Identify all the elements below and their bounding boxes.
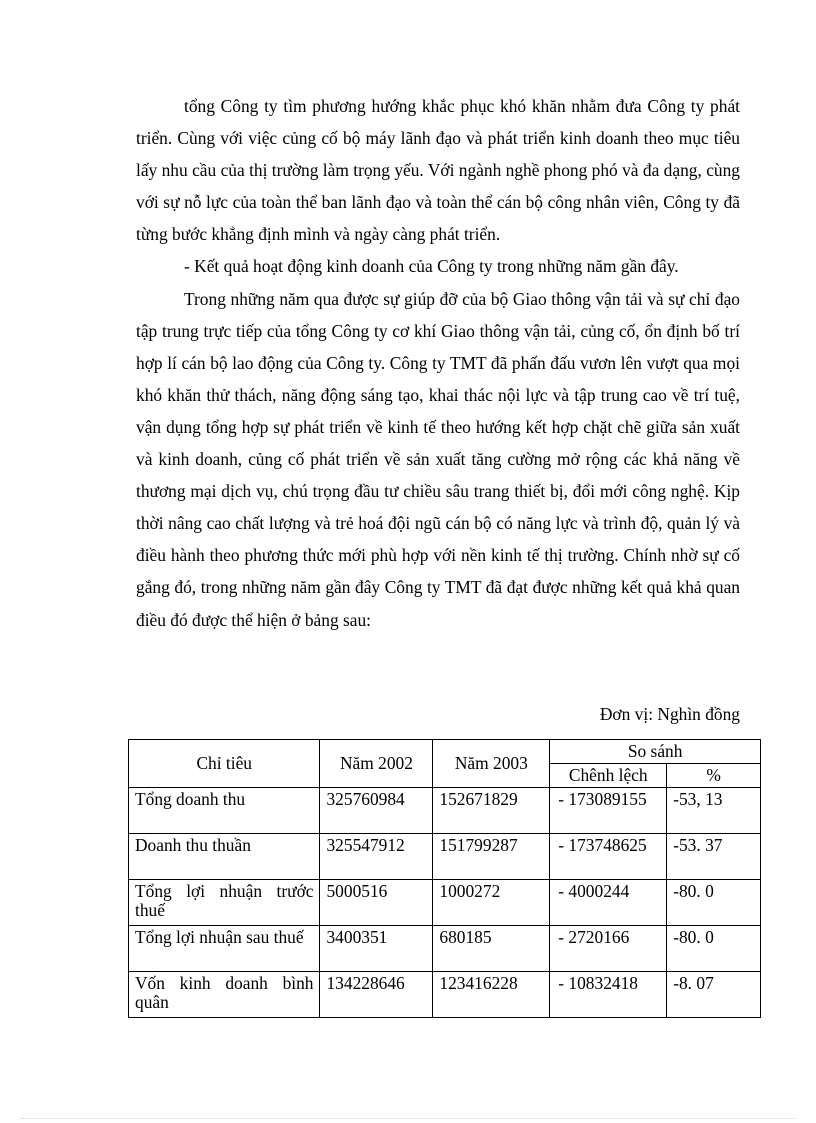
value-2002: 134228646 xyxy=(320,972,433,1018)
value-2003: 1000272 xyxy=(433,880,550,926)
value-2003: 123416228 xyxy=(433,972,550,1018)
row-label: Tổng doanh thu xyxy=(129,788,320,834)
value-2002: 3400351 xyxy=(320,926,433,972)
table-row xyxy=(129,926,761,972)
value-percent: -53, 13 xyxy=(667,788,761,834)
body-text xyxy=(136,90,740,636)
paragraph-results-heading: - Kết quả hoạt động kinh doanh của Công ty trong những năm gần đây. xyxy=(184,256,679,277)
header-year-2003: Năm 2003 xyxy=(433,740,550,788)
table-header-row xyxy=(129,740,761,764)
business-results-table xyxy=(128,739,761,1018)
page-bottom-divider xyxy=(20,1118,796,1119)
header-year-2002: Năm 2002 xyxy=(320,740,433,788)
paragraph-intro: tổng Công ty tìm phương hướng khắc phục khó khăn nhằm đưa Công ty phát triển. Cùng với việc củng cố bộ máy lãnh đạo và phát triển kinh doanh theo mục tiêu lấy nhu cầu của thị trường làm trọng yếu. Với ngành nghề phong phó và đa dạng, cùng với sự nỗ lực của toàn thể ban lãnh đạo và toàn thể cán bộ công nhân viên, Công ty đã từng bước khẳng định mình và ngày càng phát triển. xyxy=(136,96,740,245)
value-2002: 5000516 xyxy=(320,880,433,926)
row-label: Doanh thu thuần xyxy=(129,834,320,880)
header-percent: % xyxy=(667,764,761,788)
value-percent: -8. 07 xyxy=(667,972,761,1018)
value-2002: 325760984 xyxy=(320,788,433,834)
value-difference: - 4000244 xyxy=(550,880,667,926)
value-2003: 680185 xyxy=(433,926,550,972)
value-difference: - 2720166 xyxy=(550,926,667,972)
value-2003: 152671829 xyxy=(433,788,550,834)
table-row xyxy=(129,972,761,1018)
unit-label: Đơn vị: Nghìn đồng xyxy=(599,704,740,724)
table-row xyxy=(129,788,761,834)
value-difference: - 173089155 xyxy=(550,788,667,834)
value-percent: -80. 0 xyxy=(667,880,761,926)
row-label: Tổng lợi nhuận trước thuế xyxy=(129,880,320,926)
header-indicator: Chỉ tiêu xyxy=(129,740,320,788)
row-label: Vốn kinh doanh bình quân xyxy=(129,972,320,1018)
value-percent: -80. 0 xyxy=(667,926,761,972)
row-label: Tổng lợi nhuận sau thuế xyxy=(129,926,320,972)
value-difference: - 10832418 xyxy=(550,972,667,1018)
value-2003: 151799287 xyxy=(433,834,550,880)
table-row xyxy=(129,834,761,880)
value-2002: 325547912 xyxy=(320,834,433,880)
value-difference: - 173748625 xyxy=(550,834,667,880)
header-difference: Chênh lệch xyxy=(550,764,667,788)
value-percent: -53. 37 xyxy=(667,834,761,880)
header-comparison: So sánh xyxy=(550,740,761,764)
paragraph-results-description: Trong những năm qua được sự giúp đỡ của bộ Giao thông vận tải và sự chỉ đạo tập trung trực tiếp của tổng Công ty cơ khí Giao thông vận tải, củng cố, ổn định bố trí hợp lí cán bộ lao động của Công ty. Công ty TMT đã phấn đấu vươn lên vượt qua mọi khó khăn thử thách, năng động sáng tạo, khai thác nội lực và tập trung cao về trí tuệ, vận dụng tổng hợp sự phát triển về kinh tế theo hướng kết hợp chặt chẽ giữa sản xuất và kinh doanh, củng cố phát triển về sản xuất tăng cường mở rộng các khả năng về thương mại dịch vụ, chú trọng đầu tư chiều sâu trang thiết bị, đổi mới công nghệ. Kịp thời nâng cao chất lượng và trẻ hoá đội ngũ cán bộ có năng lực và trình độ, quản lý và điều hành theo phương thức mới phù hợp với nền kinh tế thị trường. Chính nhờ sự cố gắng đó, trong những năm gần đây Công ty TMT đã đạt được những kết quả khả quan điều đó được thể hiện ở bảng sau: xyxy=(136,288,740,630)
table-row xyxy=(129,880,761,926)
